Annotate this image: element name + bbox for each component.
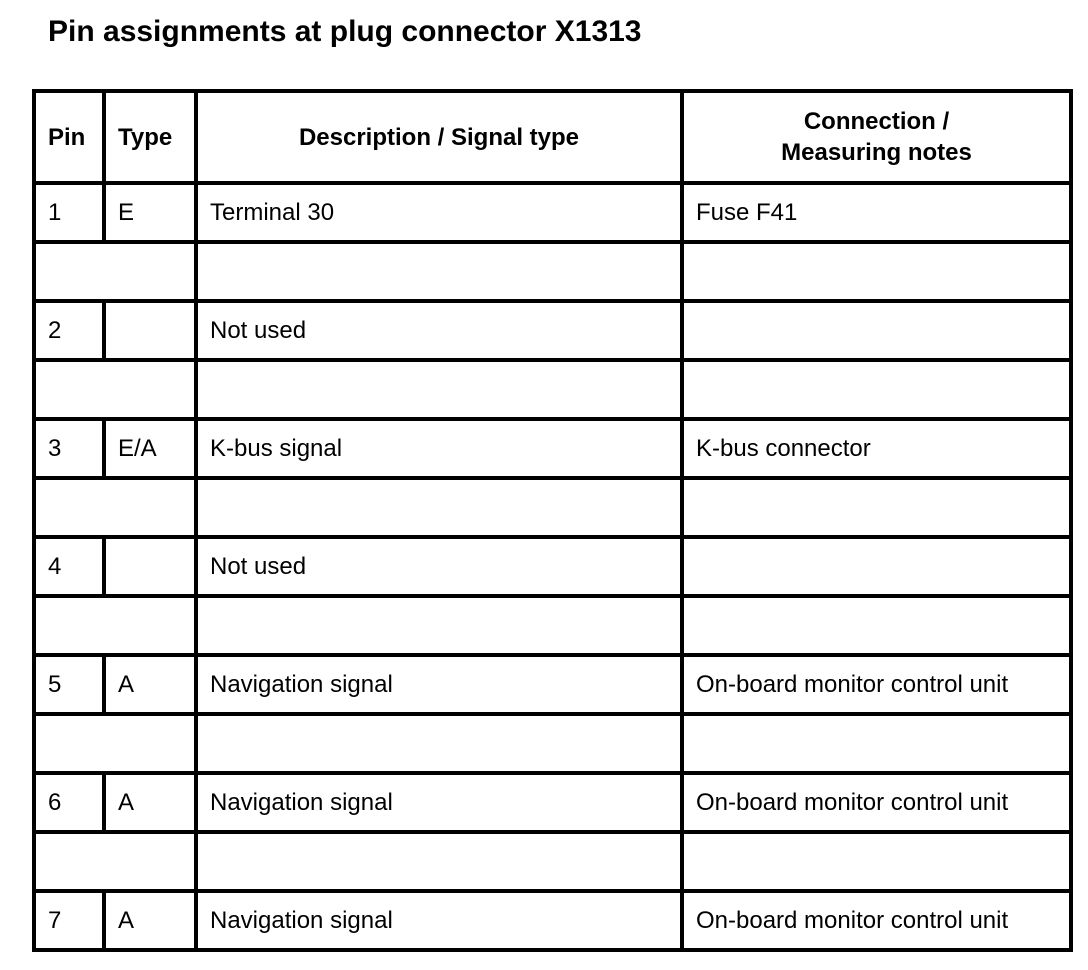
- page-title: Pin assignments at plug connector X1313: [48, 15, 642, 48]
- pin-cell: 4: [34, 537, 104, 596]
- header-connection-line2: Measuring notes: [781, 139, 972, 166]
- pin-cell: 1: [34, 183, 104, 242]
- table-row: [34, 183, 1071, 242]
- type-cell: E: [104, 183, 196, 242]
- table-row: [34, 655, 1071, 714]
- description-cell: Not used: [196, 301, 682, 360]
- spacer-cell: [34, 242, 196, 301]
- spacer-cell: [196, 478, 682, 537]
- header-pin: Pin: [34, 91, 104, 183]
- description-cell: Terminal 30: [196, 183, 682, 242]
- spacer-row: [34, 596, 1071, 655]
- spacer-cell: [34, 360, 196, 419]
- description-cell: Not used: [196, 537, 682, 596]
- spacer-row: [34, 360, 1071, 419]
- spacer-cell: [682, 478, 1071, 537]
- pin-assignment-table: [32, 89, 1073, 952]
- spacer-cell: [196, 596, 682, 655]
- spacer-row: [34, 832, 1071, 891]
- spacer-cell: [34, 596, 196, 655]
- spacer-cell: [34, 832, 196, 891]
- table-row: [34, 891, 1071, 950]
- type-cell: A: [104, 891, 196, 950]
- spacer-cell: [682, 360, 1071, 419]
- spacer-cell: [682, 832, 1071, 891]
- table-row: [34, 301, 1071, 360]
- connection-cell: [682, 301, 1071, 360]
- spacer-row: [34, 478, 1071, 537]
- type-cell: [104, 301, 196, 360]
- description-cell: K-bus signal: [196, 419, 682, 478]
- type-cell: A: [104, 655, 196, 714]
- spacer-row: [34, 714, 1071, 773]
- table-row: [34, 773, 1071, 832]
- type-cell: [104, 537, 196, 596]
- spacer-cell: [34, 714, 196, 773]
- header-description: Description / Signal type: [196, 91, 682, 183]
- spacer-cell: [196, 714, 682, 773]
- spacer-cell: [682, 714, 1071, 773]
- connection-cell: On-board monitor control unit: [682, 773, 1071, 832]
- pin-cell: 2: [34, 301, 104, 360]
- header-type: Type: [104, 91, 196, 183]
- table-header-row: [34, 91, 1071, 183]
- spacer-cell: [34, 478, 196, 537]
- spacer-cell: [682, 242, 1071, 301]
- spacer-row: [34, 242, 1071, 301]
- spacer-cell: [196, 242, 682, 301]
- type-cell: E/A: [104, 419, 196, 478]
- connection-cell: Fuse F41: [682, 183, 1071, 242]
- connection-cell: K-bus connector: [682, 419, 1071, 478]
- description-cell: Navigation signal: [196, 655, 682, 714]
- connection-cell: On-board monitor control unit: [682, 655, 1071, 714]
- pin-cell: 3: [34, 419, 104, 478]
- header-connection: [682, 91, 1071, 183]
- connection-cell: On-board monitor control unit: [682, 891, 1071, 950]
- pin-cell: 6: [34, 773, 104, 832]
- spacer-cell: [682, 596, 1071, 655]
- pin-cell: 5: [34, 655, 104, 714]
- connection-cell: [682, 537, 1071, 596]
- type-cell: A: [104, 773, 196, 832]
- pin-cell: 7: [34, 891, 104, 950]
- description-cell: Navigation signal: [196, 773, 682, 832]
- table-row: [34, 537, 1071, 596]
- spacer-cell: [196, 832, 682, 891]
- description-cell: Navigation signal: [196, 891, 682, 950]
- table-row: [34, 419, 1071, 478]
- spacer-cell: [196, 360, 682, 419]
- header-connection-line1: Connection /: [803, 108, 950, 135]
